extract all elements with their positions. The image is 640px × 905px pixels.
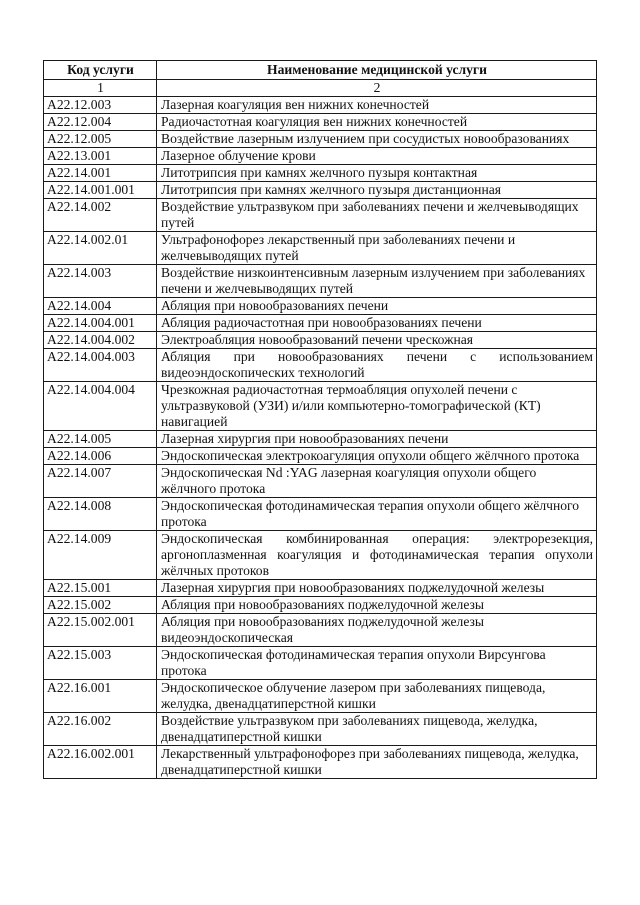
service-code: A22.14.004.001 [44,315,157,332]
service-code: A22.14.002 [44,199,157,232]
service-code: A22.14.002.01 [44,232,157,265]
service-code: A22.15.003 [44,647,157,680]
service-name: Лекарственный ультрафонофорез при заболеваниях пищевода, желудка, двенадцатиперстной кишки [157,746,597,779]
service-code: A22.14.004 [44,298,157,315]
service-code: A22.12.004 [44,114,157,131]
table-row [44,614,597,647]
service-code: A22.14.009 [44,531,157,580]
service-code: A22.12.005 [44,131,157,148]
service-name: Литотрипсия при камнях желчного пузыря контактная [157,165,597,182]
table-row [44,465,597,498]
medical-services-table [43,60,597,779]
table-row [44,746,597,779]
service-name: Эндоскопическая Nd :YAG лазерная коагуляция опухоли общего жёлчного протока [157,465,597,498]
service-code: A22.14.001 [44,165,157,182]
service-code: A22.15.002.001 [44,614,157,647]
table-row [44,232,597,265]
service-code: A22.13.001 [44,148,157,165]
table-row [44,165,597,182]
column-number: 2 [157,80,597,97]
table-row [44,597,597,614]
service-name: Чрезкожная радиочастотная термоабляция опухолей печени с ультразвуковой (УЗИ) и/или компьютерно-томографической (КТ) навигацией [157,382,597,431]
table-row [44,131,597,148]
service-name: Эндоскопическая фотодинамическая терапия опухоли Вирсунгова протока [157,647,597,680]
table-row [44,680,597,713]
service-name: Воздействие низкоинтенсивным лазерным излучением при заболеваниях печени и желчевыводящих путей [157,265,597,298]
table-header-row [44,61,597,80]
service-code: A22.14.004.004 [44,382,157,431]
service-name: Эндоскопическая фотодинамическая терапия опухоли общего жёлчного протока [157,498,597,531]
table-row [44,431,597,448]
service-code: A22.12.003 [44,97,157,114]
service-code: A22.14.008 [44,498,157,531]
service-code: A22.14.004.002 [44,332,157,349]
service-code: A22.14.006 [44,448,157,465]
service-name: Абляция при новообразованиях печени [157,298,597,315]
header-service-name: Наименование медицинской услуги [157,61,597,80]
service-name: Ультрафонофорез лекарственный при заболеваниях печени и желчевыводящих путей [157,232,597,265]
service-name: Лазерная хирургия при новообразованиях поджелудочной железы [157,580,597,597]
service-code: A22.15.002 [44,597,157,614]
service-code: A22.14.007 [44,465,157,498]
table-row [44,315,597,332]
table-body [44,80,597,779]
header-service-code: Код услуги [44,61,157,80]
service-name: Эндоскопическая комбинированная операция: электрорезекция, аргоноплазменная коагуляция и фотодинамическая терапия опухоли жёлчных протоков [157,531,597,580]
table-row [44,349,597,382]
service-code: A22.16.002.001 [44,746,157,779]
table-row [44,531,597,580]
table-row [44,498,597,531]
service-name: Абляция при новообразованиях поджелудочной железы [157,597,597,614]
table-row [44,580,597,597]
service-name: Эндоскопическая электрокоагуляция опухоли общего жёлчного протока [157,448,597,465]
service-name: Лазерная хирургия при новообразованиях печени [157,431,597,448]
table-row [44,148,597,165]
service-code: A22.14.004.003 [44,349,157,382]
service-code: A22.15.001 [44,580,157,597]
service-name: Электроабляция новообразований печени чрескожная [157,332,597,349]
service-name: Абляция при новообразованиях печени с использованием видеоэндоскопических технологий [157,349,597,382]
column-number: 1 [44,80,157,97]
table-row [44,647,597,680]
column-numbers-row [44,80,597,97]
service-name: Воздействие лазерным излучением при сосудистых новообразованиях [157,131,597,148]
service-name: Радиочастотная коагуляция вен нижних конечностей [157,114,597,131]
service-name: Абляция при новообразованиях поджелудочной железы видеоэндоскопическая [157,614,597,647]
table-row [44,382,597,431]
document-page [43,60,596,779]
table-row [44,199,597,232]
table-row [44,448,597,465]
service-code: A22.14.003 [44,265,157,298]
table-row [44,114,597,131]
table-row [44,265,597,298]
service-name: Воздействие ультразвуком при заболеваниях печени и желчевыводящих путей [157,199,597,232]
table-row [44,182,597,199]
service-code: A22.16.002 [44,713,157,746]
service-name: Литотрипсия при камнях желчного пузыря дистанционная [157,182,597,199]
service-code: A22.16.001 [44,680,157,713]
table-row [44,298,597,315]
service-name: Лазерная коагуляция вен нижних конечностей [157,97,597,114]
service-name: Воздействие ультразвуком при заболеваниях пищевода, желудка, двенадцатиперстной кишки [157,713,597,746]
table-row [44,332,597,349]
table-row [44,713,597,746]
service-name: Абляция радиочастотная при новообразованиях печени [157,315,597,332]
service-code: A22.14.005 [44,431,157,448]
service-name: Лазерное облучение крови [157,148,597,165]
table-row [44,97,597,114]
service-name: Эндоскопическое облучение лазером при заболеваниях пищевода, желудка, двенадцатиперстной кишки [157,680,597,713]
service-code: A22.14.001.001 [44,182,157,199]
